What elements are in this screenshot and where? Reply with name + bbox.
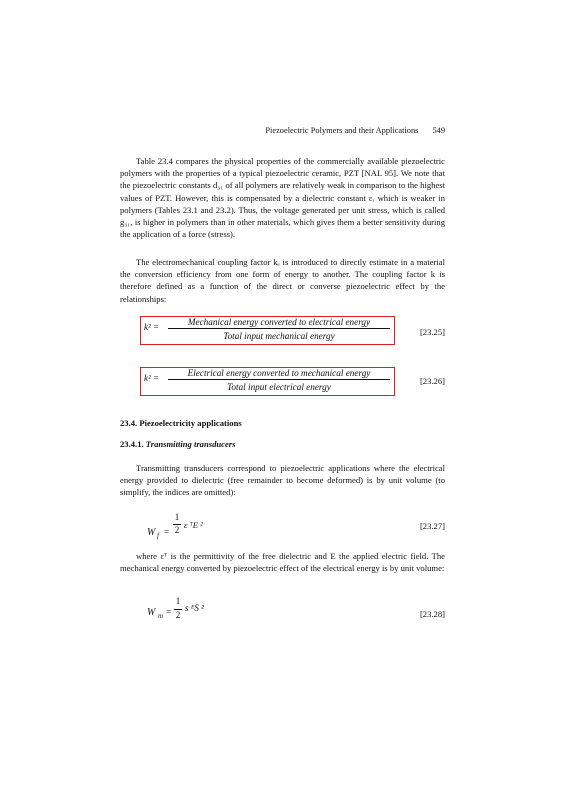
- equation-lhs: k² =: [144, 322, 160, 332]
- equation-lhs-subscript: f: [157, 532, 159, 540]
- subsection-number: 23.4.1.: [120, 439, 144, 449]
- fraction-denominator: 2: [174, 525, 180, 535]
- equation-lhs-symbol: W: [147, 607, 156, 618]
- equation-number: [23.26]: [419, 376, 445, 386]
- paragraph-permittivity: where εᵀ is the permittivity of the free dielectric and E the applied electric field. The mechanical energy converted by piezoelectric effect of the electrical energy is by unit volume:: [120, 551, 445, 574]
- equation-rhs: s ᴱS ²: [185, 603, 204, 613]
- subsection-title: Transmitting transducers: [145, 439, 236, 449]
- equation-lhs-subscript: m: [158, 612, 164, 620]
- equation-rhs: ε ᵀE ²: [184, 520, 203, 530]
- running-header: [120, 126, 445, 135]
- equation-numerator: Mechanical energy converted to electrical energy: [187, 317, 371, 327]
- paragraph-transmitting: Transmitting transducers correspond to piezoelectric applications where the electrical energy provided to dielectric (free remainder to become deformed) is by unit volume (to simplify, the indices are omitted):: [120, 463, 445, 498]
- equation-denominator: Total input electrical energy: [227, 382, 331, 392]
- equation-numerator: Electrical energy converted to mechanical energy: [187, 368, 371, 378]
- equation-denominator: Total input mechanical energy: [223, 331, 335, 341]
- equation-number: [23.25]: [419, 327, 445, 337]
- fraction-bar: [168, 379, 390, 380]
- equation-lhs-symbol: W: [147, 527, 156, 538]
- fraction-bar: [168, 328, 390, 329]
- page-number: 549: [432, 126, 445, 135]
- fraction-numerator: 1: [175, 596, 181, 606]
- fraction-denominator: 2: [175, 610, 181, 620]
- paragraph-coupling-factor: The electromechanical coupling factor kₑ is introduced to directly estimate in a material the conversion efficiency from one form of energy to another. The coupling factor k is therefore defined as a function of the direct or converse piezoelectric effect by the relationships:: [120, 257, 445, 304]
- section-heading: 23.4. Piezoelectricity applications: [120, 418, 242, 428]
- equation-fraction: [168, 317, 390, 341]
- subsection-heading: [120, 439, 236, 449]
- fraction-numerator: 1: [174, 512, 180, 522]
- equation-lhs: k² =: [144, 373, 160, 383]
- running-title: Piezoelectric Polymers and their Applications: [265, 126, 419, 135]
- equals-sign: =: [166, 607, 172, 617]
- equation-number: [23.27]: [419, 521, 445, 531]
- equation-fraction: [168, 368, 390, 392]
- equals-sign: =: [164, 527, 170, 537]
- paragraph-table-comparison: Table 23.4 compares the physical properties of the commercially available piezoelectric polymers with the properties of a typical piezoelectric ceramic, PZT [NAL 95]. We note that the piezoelectric constants d₃₁ of all polymers are relatively weak in comparison to the highest values of PZT. However, this is compensated by a dielectric constant εᵣ which is weaker in polymers (Tables 23.1 and 23.2). Thus, the voltage generated per unit stress, which is called g₃₁, is higher in polymers than in other materials, which gives them a better sensitivity during the application of a force (stress).: [120, 156, 445, 240]
- equation-number: [23.28]: [419, 609, 445, 619]
